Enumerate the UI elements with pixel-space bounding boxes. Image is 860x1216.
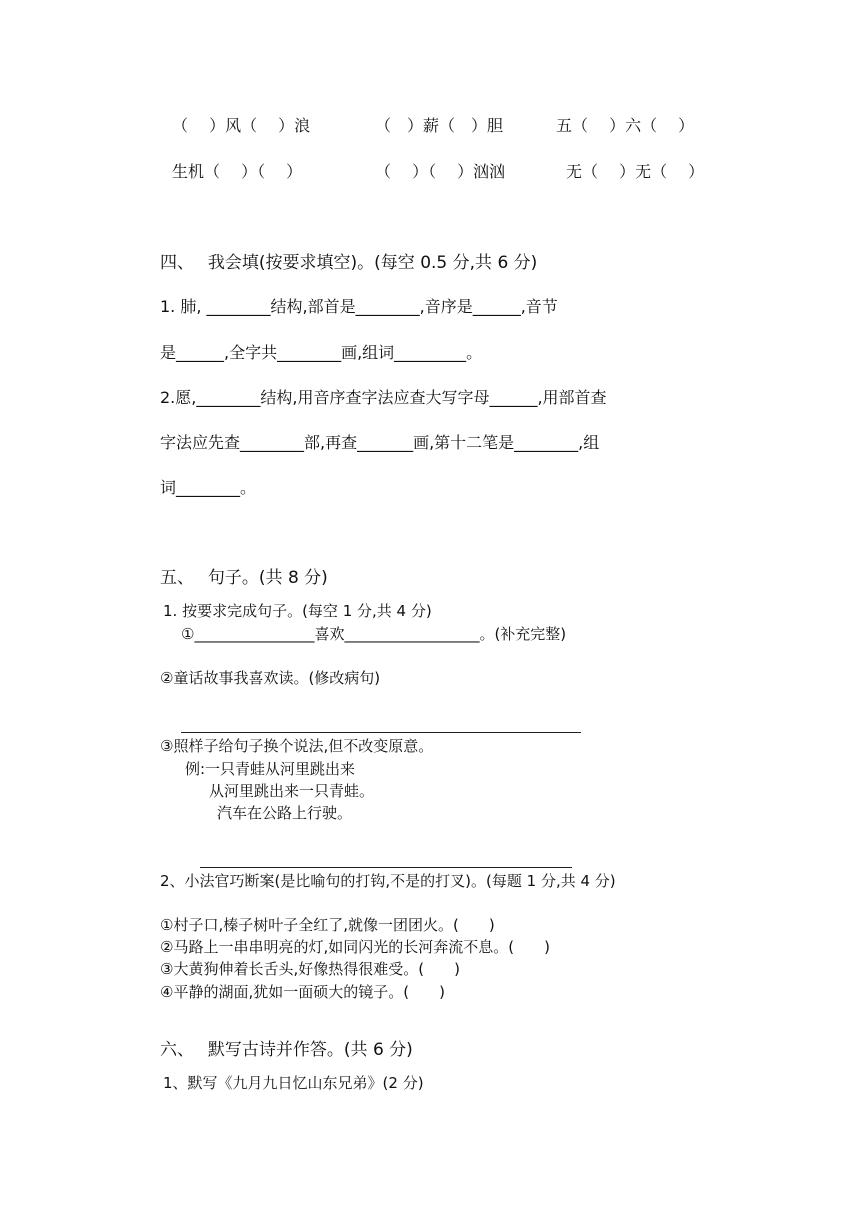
section-5-q2-title: 2、小法官巧断案(是比喻句的打钩,不是的打叉)。(每题 1 分,共 4 分) — [160, 872, 616, 890]
section-4-line-3: 2.愿,________结构,用音序查字法应查大写字母______,用部首查 — [160, 388, 607, 407]
answer-line — [200, 867, 572, 868]
section-5-q1-a: ①________________喜欢__________________。(补充完整) — [181, 625, 567, 643]
section-5-heading: 五、 句子。(共 8 分) — [160, 568, 328, 588]
idiom-fill-2: （ ）薪（ ）胆 — [375, 116, 504, 135]
section-4-line-4: 字法应先查________部,再查_______画,第十二笔是________,组 — [160, 433, 600, 452]
section-5-q1-title: 1. 按要求完成句子。(每空 1 分,共 4 分) — [163, 602, 432, 620]
idiom-fill-4: 生机（ ）（ ） — [172, 162, 303, 181]
section-4-line-2: 是______,全字共________画,组词_________。 — [160, 343, 483, 362]
judge-item-2: ②马路上一串串明亮的灯,如同闪光的长河奔流不息。( ) — [160, 938, 550, 956]
judge-item-4: ④平静的湖面,犹如一面硕大的镜子。( ) — [160, 983, 445, 1001]
section-6-q1: 1、默写《九月九日忆山东兄弟》(2 分) — [163, 1074, 424, 1092]
answer-line — [181, 732, 581, 733]
idiom-fill-6: 无（ ）无（ ） — [566, 162, 705, 181]
section-5-q1-c: ③照样子给句子换个说法,但不改变原意。 — [160, 737, 434, 755]
section-6-heading: 六、 默写古诗并作答。(共 6 分) — [160, 1040, 413, 1060]
section-4-heading: 四、 我会填(按要求填空)。(每空 0.5 分,共 6 分) — [160, 253, 538, 273]
example-line-2: 从河里跳出来一只青蛙。 — [209, 782, 375, 800]
example-line-3: 汽车在公路上行驶。 — [217, 804, 353, 822]
section-4-line-5: 词________。 — [160, 478, 257, 497]
section-4-line-1: 1. 肺, ________结构,部首是________,音序是______,音节 — [160, 297, 558, 316]
judge-item-3: ③大黄狗伸着长舌头,好像热得很难受。( ) — [160, 960, 460, 978]
idiom-fill-5: （ ）（ ）汹汹 — [375, 162, 506, 181]
section-5-q1-b: ②童话故事我喜欢读。(修改病句) — [160, 669, 381, 687]
idiom-fill-3: 五（ ）六（ ） — [556, 116, 695, 135]
idiom-fill-1: （ ）风（ ）浪 — [172, 116, 311, 135]
judge-item-1: ①村子口,榛子树叶子全红了,就像一团团火。( ) — [160, 916, 495, 934]
example-line-1: 例:一只青蛙从河里跳出来 — [185, 760, 356, 778]
